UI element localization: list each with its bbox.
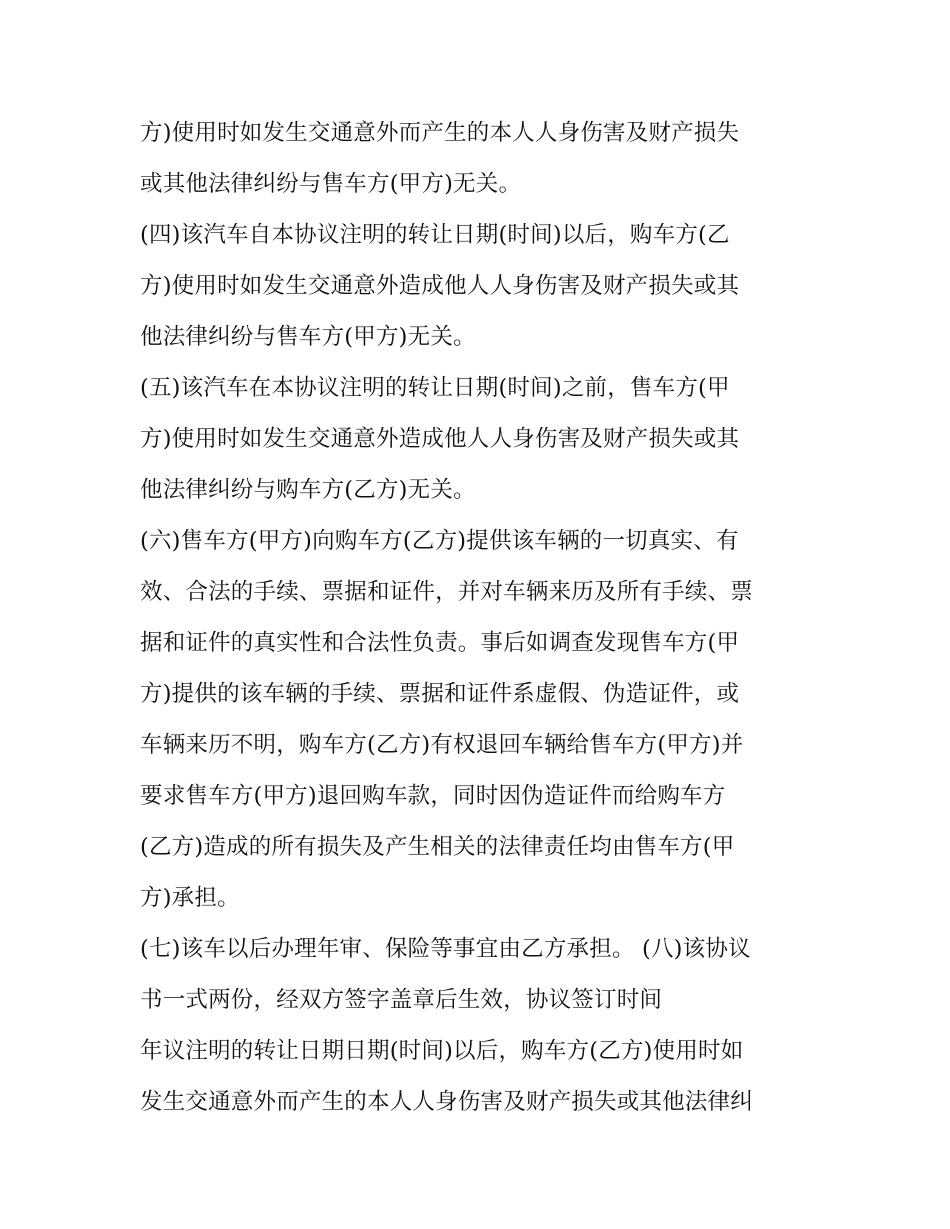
text-line: 年议注明的转让日期日期(时间)以后，购车方(乙方)使用时如 [140,1038,744,1064]
text-line: (五)该汽车在本协议注明的转让日期(时间)之前，售车方(甲 [140,375,730,401]
document-body [140,108,830,1128]
text-line: 书一式两份，经双方签字盖章后生效，协议签订时间 [140,987,663,1013]
text-line: 方)使用时如发生交通意外而产生的本人人身伤害及财产损失 [140,120,740,146]
text-line: 他法律纠纷与售车方(甲方)无关。 [140,324,476,350]
text-line: 发生交通意外而产生的本人人身伤害及财产损失或其他法律纠 [140,1089,753,1115]
text-line: 方)使用时如发生交通意外造成他人人身伤害及财产损失或其 [140,426,740,452]
text-line: (六)售车方(甲方)向购车方(乙方)提供该车辆的一切真实、有 [140,528,739,554]
text-line: (四)该汽车自本协议注明的转让日期(时间)以后，购车方(乙 [140,222,730,248]
text-line: 方)提供的该车辆的手续、票据和证件系虚假、伪造证件，或 [140,681,740,707]
text-line: 或其他法律纠纷与售车方(甲方)无关。 [140,171,522,197]
text-line: (七)该车以后办理年审、保险等事宜由乙方承担。 (八)该协议 [140,936,751,962]
text-line: 他法律纠纷与购车方(乙方)无关。 [140,477,476,503]
text-line: 车辆来历不明，购车方(乙方)有权退回车辆给售车方(甲方)并 [140,732,744,758]
text-line: 方)使用时如发生交通意外造成他人人身伤害及财产损失或其 [140,273,740,299]
text-line: 据和证件的真实性和合法性负责。事后如调查发现售车方(甲 [140,630,740,656]
text-line: 要求售车方(甲方)退回购车款，同时因伪造证件而给购车方 [140,783,726,809]
text-line: (乙方)造成的所有损失及产生相关的法律责任均由售车方(甲 [140,834,735,860]
text-line: 效、合法的手续、票据和证件，并对车辆来历及所有手续、票 [140,579,753,605]
text-line: 方)承担。 [140,885,240,911]
